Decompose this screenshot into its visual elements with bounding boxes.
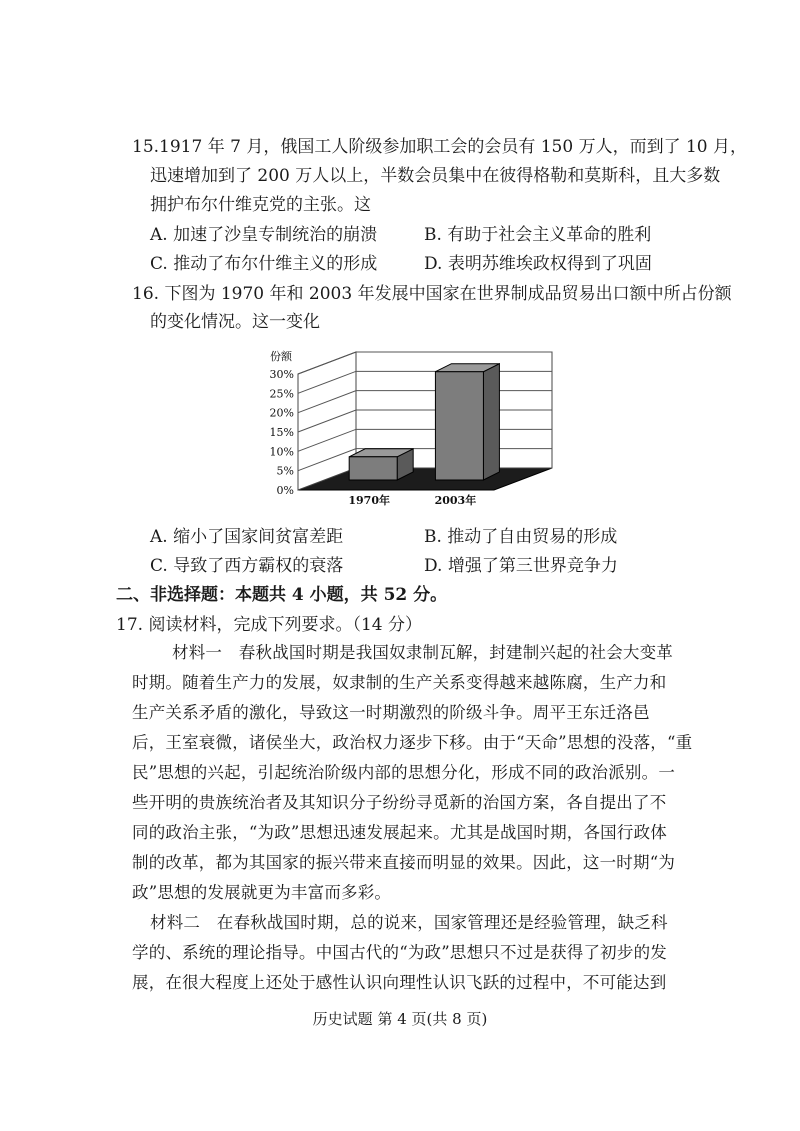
section-2-heading: 二、非选择题：本题共 4 小题，共 52 分。 bbox=[116, 585, 448, 605]
material1-line-1: 材料一 春秋战国时期是我国奴隶制瓦解，封建制兴起的社会大变革 bbox=[172, 643, 673, 662]
q16-stem-line-2: 的变化情况。这一变化 bbox=[150, 312, 320, 332]
x-category-label: 2003年 bbox=[434, 494, 477, 507]
export-share-chart bbox=[262, 338, 562, 512]
q16-stem-line-1: 16. 下图为 1970 年和 2003 年发展中国家在世界制成品贸易出口额中所占份额 bbox=[132, 284, 732, 304]
material1-line-9: 政”思想的发展就更为丰富而多彩。 bbox=[132, 883, 392, 902]
q15-option-a: A. 加速了沙皇专制统治的崩溃 bbox=[150, 225, 378, 245]
page-footer: 历史试题 第 4 页(共 8 页) bbox=[312, 1010, 488, 1028]
y-tick-label: 5% bbox=[276, 464, 294, 478]
material2-line-3: 展，在很大程度上还处于感性认识向理性认识飞跃的过程中，不可能达到 bbox=[132, 973, 667, 992]
q17-intro: 17. 阅读材料，完成下列要求。（14 分） bbox=[116, 615, 422, 635]
y-tick-label: 25% bbox=[269, 387, 294, 401]
y-tick-label: 15% bbox=[269, 426, 294, 439]
q16-option-b: B. 推动了自由贸易的形成 bbox=[424, 527, 618, 547]
material1-line-3: 生产关系矛盾的激化，导致这一时期激烈的阶级斗争。周平王东迁洛邑 bbox=[132, 703, 650, 722]
material1-line-8: 制的改革，都为其国家的振兴带来直接而明显的效果。因此，这一时期“为 bbox=[132, 853, 676, 872]
q15-stem-line-3: 拥护布尔什维克党的主张。这 bbox=[150, 195, 371, 215]
material1-line-5: 民”思想的兴起，引起统治阶级内部的思想分化，形成不同的政治派别。一 bbox=[132, 763, 676, 782]
material1-line-6: 些开明的贵族统治者及其知识分子纷纷寻觅新的治国方案，各自提出了不 bbox=[132, 793, 667, 812]
material2-line-1: 材料二 在春秋战国时期，总的说来，国家管理还是经验管理，缺乏科 bbox=[150, 913, 668, 932]
bar-side bbox=[483, 364, 499, 480]
material2-line-2: 学的、系统的理论指导。中国古代的“为政”思想只不过是获得了初步的发 bbox=[132, 943, 667, 962]
y-tick-label: 30% bbox=[269, 368, 294, 381]
x-category-label: 1970年 bbox=[348, 494, 390, 507]
material1-line-4: 后，王室衰微，诸侯坐大，政治权力逐步下移。由于“天命”思想的没落，“重 bbox=[132, 733, 693, 752]
material1-line-7: 同的政治主张，“为政”思想迅速发展起来。尤其是战国时期，各国行政体 bbox=[132, 823, 667, 842]
q15-option-d: D. 表明苏维埃政权得到了巩固 bbox=[424, 254, 652, 274]
y-tick-label: 0% bbox=[276, 484, 294, 497]
bar-1970年 bbox=[349, 457, 397, 480]
q16-option-d: D. 增强了第三世界竞争力 bbox=[424, 556, 618, 576]
q15-stem-line-2: 迅速增加到了 200 万人以上，半数会员集中在彼得格勒和莫斯科，且大多数 bbox=[150, 166, 721, 186]
y-tick-label: 20% bbox=[269, 406, 294, 420]
q16-option-c: C. 导致了西方霸权的衰落 bbox=[150, 556, 344, 576]
q15-stem-line-1: 15.1917 年 7 月，俄国工人阶级参加职工会的会员有 150 万人，而到了 10 月， bbox=[132, 137, 748, 157]
q16-option-a: A. 缩小了国家间贫富差距 bbox=[150, 527, 344, 547]
y-tick-label: 10% bbox=[269, 445, 294, 459]
material1-line-2: 时期。随着生产力的发展，奴隶制的生产关系变得越来越陈腐，生产力和 bbox=[132, 673, 667, 692]
bar-2003年 bbox=[435, 372, 483, 480]
y-axis-label: 份额 bbox=[270, 350, 292, 363]
q15-option-c: C. 推动了布尔什维主义的形成 bbox=[150, 254, 378, 274]
q15-option-b: B. 有助于社会主义革命的胜利 bbox=[424, 225, 652, 245]
bar-chart-svg bbox=[262, 338, 562, 508]
